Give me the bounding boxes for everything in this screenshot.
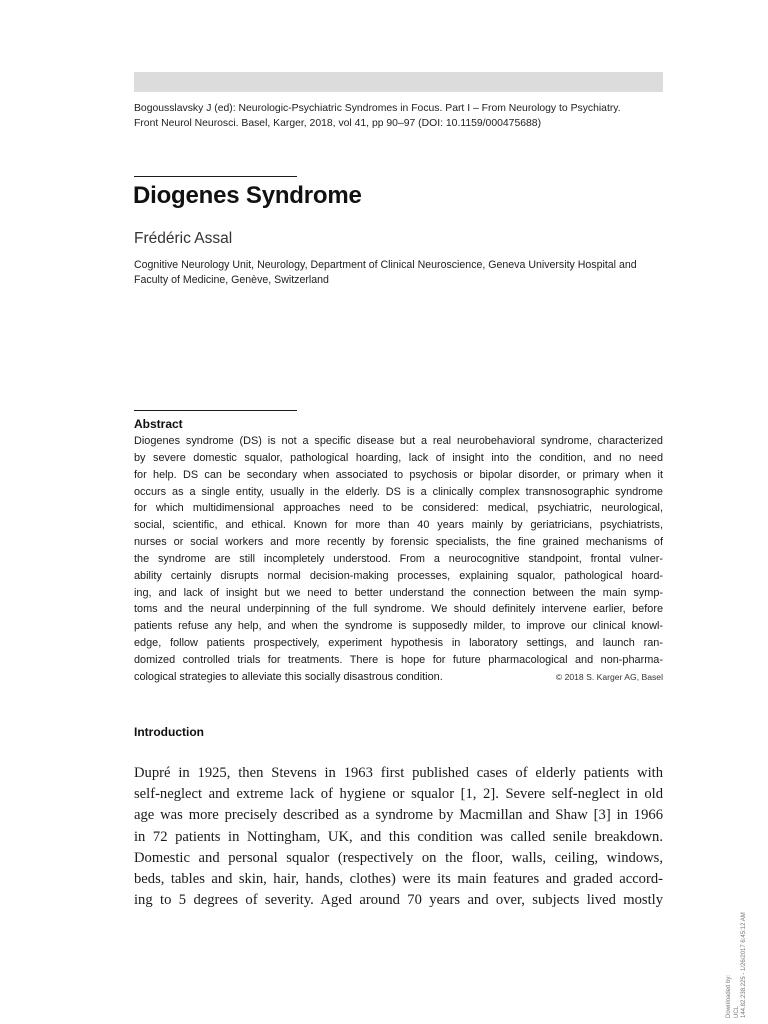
abstract-line: patients refuse any help, and when the syndrome is supposedly milder, to improve our clinical knowl-	[134, 620, 663, 633]
abstract-line: edge, follow patients prospectively, experiment hypothesis in laboratory settings, and launch ran-	[134, 637, 663, 650]
abstract-line: Diogenes syndrome (DS) is not a specific disease but a real neurobehavioral syndrome, characterized	[134, 435, 663, 447]
author-name: Frédéric Assal	[134, 230, 233, 247]
affiliation	[134, 258, 674, 288]
abstract-line: toms and the neural underpinning of the full syndrome. We should definitely intervene earlier, before	[134, 603, 663, 616]
abstract-line: ability certainly disrupts normal decision-making processes, explaining squalor, pathological hoard-	[134, 569, 663, 582]
body-line: Domestic and personal squalor (respectively on the floor, walls, ceiling, windows,	[134, 849, 663, 866]
citation-line: Bogousslavsky J (ed): Neurologic-Psychiatric Syndromes in Focus. Part I – From Neurology to Psychiatry.	[134, 103, 621, 114]
citation-line: Front Neurol Neurosci. Basel, Karger, 2018, vol 41, pp 90–97 (DOI: 10.1159/000475688)	[134, 118, 542, 129]
copyright-notice: © 2018 S. Karger AG, Basel	[555, 671, 663, 682]
download-note-line: Downloaded by:	[726, 974, 732, 1018]
abstract-line: domized controlled trials for treatments. There is hope for future pharmacological and non-pharma-	[134, 653, 663, 666]
introduction-heading: Introduction	[134, 725, 204, 739]
body-line: in 72 patients in Nottingham, UK, and this condition was called senile breakdown.	[134, 828, 663, 845]
header-bar	[134, 72, 663, 92]
abstract-line: for which multidimensional approaches need to be considered: medical, psychiatric, neurological,	[134, 502, 663, 515]
abstract-text	[134, 433, 663, 686]
introduction-text	[134, 763, 663, 911]
citation	[134, 101, 674, 131]
abstract-heading: Abstract	[134, 417, 183, 431]
download-watermark	[726, 912, 749, 1018]
abstract-line: occurs as a single entity, usually in the elderly. DS is a clinically complex transnosographic syndrome	[134, 485, 663, 498]
affiliation-line: Cognitive Neurology Unit, Neurology, Department of Clinical Neuroscience, Geneva University Hospital and	[134, 259, 637, 271]
body-line: beds, tables and skin, hair, hands, clothes) were its main features and graded accord-	[134, 870, 663, 887]
download-note-line: UCL	[733, 1005, 740, 1018]
abstract-line: for help. DS can be secondary when associated to psychosis or bipolar disorder, or primary when it	[134, 468, 663, 481]
abstract-last-line	[134, 669, 663, 686]
abstract-line: by severe domestic squalor, pathological hoarding, lack of insight into the condition, and no need	[134, 451, 663, 464]
abstract-line: the syndrome are still incompletely understood. From a neurocognitive standpoint, frontal vulner-	[134, 552, 663, 565]
body-line: Dupré in 1925, then Stevens in 1963 first published cases of elderly patients with	[134, 765, 663, 781]
body-line: age was more precisely described as a syndrome by Macmillan and Shaw [3] in 1966	[134, 807, 663, 824]
body-line: ing to 5 degrees of severity. Aged around 70 years and over, subjects lived mostly	[134, 892, 663, 909]
title-rule	[134, 176, 297, 177]
abstract-line: ing, and lack of insight but we need to better understand the connection between the main symp-	[134, 586, 663, 599]
abstract-line: cological strategies to alleviate this socially disastrous condition.	[134, 670, 443, 683]
article-title: Diogenes Syndrome	[133, 182, 362, 209]
download-note-line: 144.82.238.225 - 1/26/2017 6:45:12 AM	[741, 912, 747, 1018]
body-line: self-neglect and extreme lack of hygiene or squalor [1, 2]. Severe self-neglect in old	[134, 786, 663, 803]
abstract-rule	[134, 410, 297, 411]
abstract-line: social, scientific, and ethical. Known for more than 40 years mainly by geriatricians, psychiatrists,	[134, 519, 663, 532]
affiliation-line: Faculty of Medicine, Genève, Switzerland	[134, 274, 329, 286]
abstract-line: nurses or social workers and more recently by forensic specialists, the fine grained mechanisms of	[134, 536, 663, 549]
